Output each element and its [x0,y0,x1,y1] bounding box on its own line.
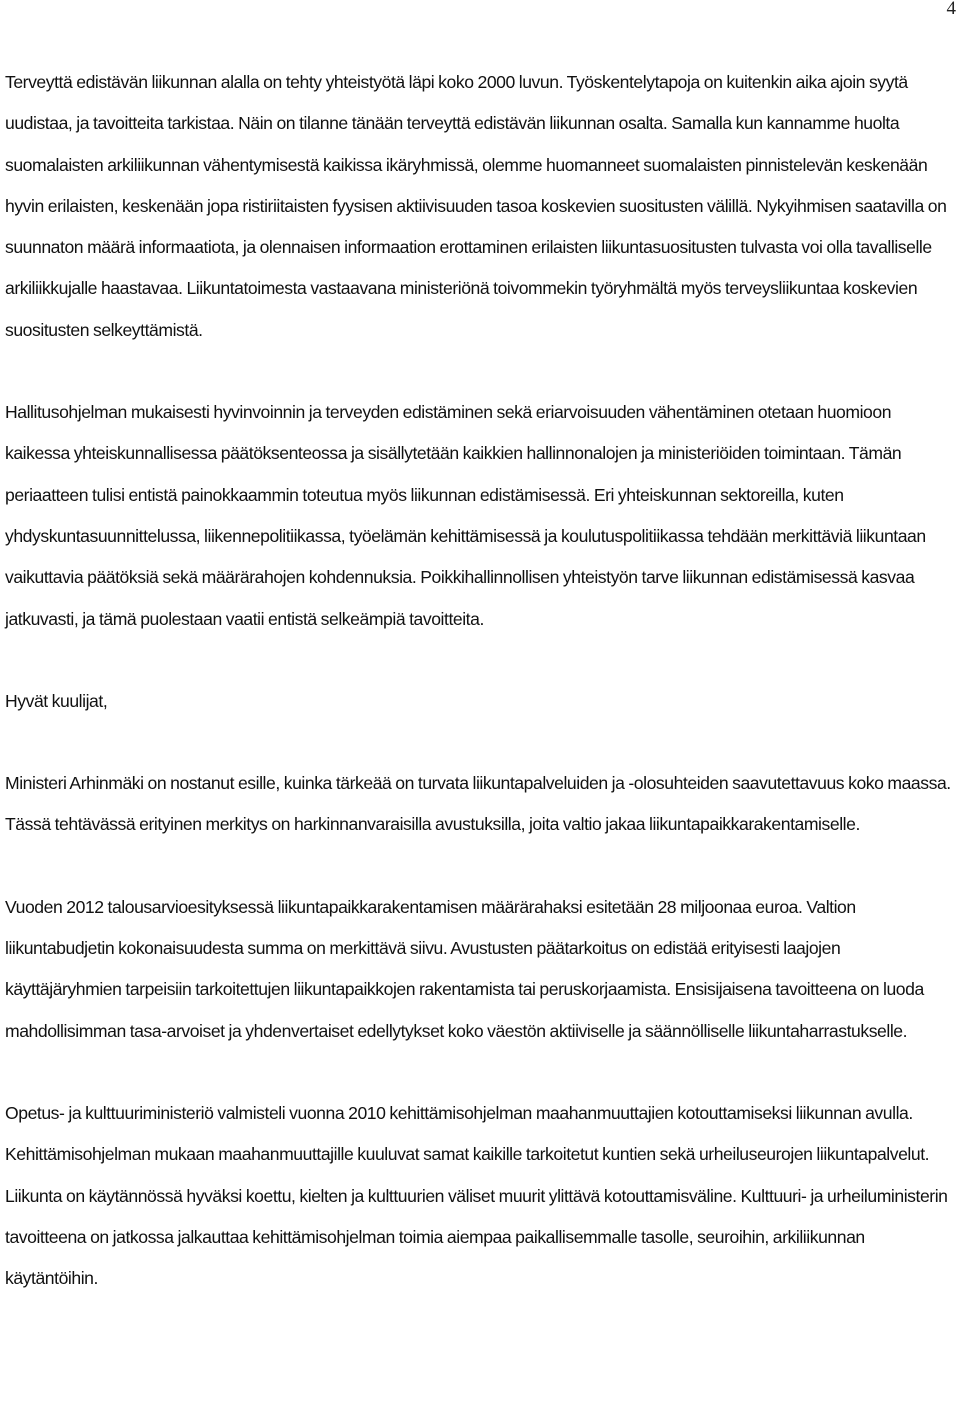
paragraph-sports-services-access: Ministeri Arhinmäki on nostanut esille, kuinka tärkeää on turvata liikuntapalveluiden ja -olosuhteiden saavutettavuus koko maassa. Tässä tehtävässä erityinen merkitys on harkinnanvaraisilla avustuksilla, joita valtio jakaa liikuntapaikkarakentamiselle. [5,773,951,835]
paragraph-budget-2012: Vuoden 2012 talousarvioesityksessä liikuntapaikkarakentamisen määrärahaksi esitetään 28 miljoonaa euroa. Valtion liikuntabudjetin kokonaisuudesta summa on merkittävä siivu. Avustusten päätarkoitus on edistää erityisesti laajojen käyttäjäryhmien tarpeisiin tarkoitettujen liikuntapaikkojen rakentamista tai peruskorjaamista. Ensisijaisena tavoitteena on luoda mahdollisimman tasa-arvoiset ja yhdenvertaiset edellytykset koko väestön aktiiviselle ja säännölliselle liikuntaharrastukselle. [5,896,924,1041]
paragraph-immigrant-integration: Opetus- ja kulttuuriministeriö valmisteli vuonna 2010 kehittämisohjelman maahanmuuttajien kotouttamiseksi liikunnan avulla. Kehittämisohjelman mukaan maahanmuuttajille kuuluvat samat kaikille tarkoitetut kuntien sekä urheiluseurojen liikuntapalvelut. Liikunta on käytännössä hyväksi koettu, kielten ja kulttuurien väliset muurit ylittävä kotouttamisväline. Kulttuuri- ja urheiluministerin tavoitteena on jatkossa jalkauttaa kehittämisohjelman toimia aiempaa paikallisemmalle tasolle, seuroihin, arkiliikunnan käytäntöihin. [5,1102,948,1289]
paragraph-spacer [5,351,957,392]
paragraph-spacer [5,846,957,887]
paragraph-spacer [5,722,957,763]
paragraph-health-cooperation: Terveyttä edistävän liikunnan alalla on tehty yhteistyötä läpi koko 2000 luvun. Työskentelytapoja on kuitenkin aika ajoin syytä uudistaa, ja tavoitteita tarkistaa. Näin on tilanne tänään terveyttä edistävän liikunnan osalta. Samalla kun kannamme huolta suomalaisten arkiliikunnan vähentymisestä kaikissa ikäryhmissä, olemme huomanneet suomalaisten pinnistelevän keskenään hyvin erilaisten, keskenään jopa ristiriitaisten fyysisen aktiivisuuden tasoa koskevien suositusten välillä. Nykyihmisen saatavilla on suunnaton määrä informaatiota, ja olennaisen informaation erottaminen erilaisten liikuntasuositusten tulvasta voi olla tavalliselle arkiliikkujalle haastavaa. Liikuntatoimesta vastaavana ministeriönä toivommekin työryhmältä myös terveysliikuntaa koskevien suositusten selkeyttämistä. [5,72,947,340]
salutation: Hyvät kuulijat, [5,690,108,711]
page-number: 4 [946,0,956,19]
paragraph-spacer [5,640,957,681]
paragraph-spacer [5,1052,957,1093]
paragraph-government-programme: Hallitusohjelman mukaisesti hyvinvoinnin ja terveyden edistäminen sekä eriarvoisuuden vähentäminen otetaan huomioon kaikessa yhteiskunnallisessa päätöksenteossa ja sisällytetään kaikkien hallinnonalojen ja ministeriöiden toimintaan. Tämän periaatteen tulisi entistä painokkaammin toteutua myös liikunnan edistämisessä. Eri yhteiskunnan sektoreilla, kuten yhdyskuntasuunnittelussa, liikennepolitiikassa, työelämän kehittämisessä ja koulutuspolitiikassa tehdään merkittäviä liikuntaan vaikuttavia päätöksiä sekä määrärahojen kohdennuksia. Poikkihallinnollisen yhteistyön tarve liikunnan edistämisessä kasvaa jatkuvasti, ja tämä puolestaan vaatii entistä selkeämpiä tavoitteita. [5,402,926,629]
document-body [5,62,957,1299]
